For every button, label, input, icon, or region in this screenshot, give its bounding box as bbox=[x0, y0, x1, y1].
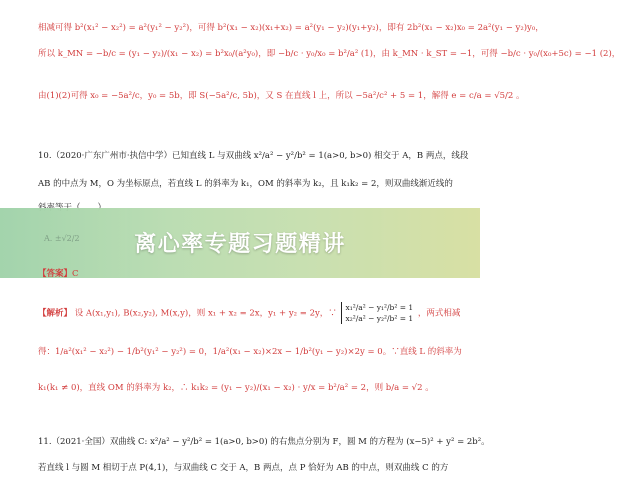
answer-value: C bbox=[72, 269, 79, 279]
analysis-text-1a: 设 A(x₁,y₁), B(x₂,y₂), M(x,y)，则 x₁ + x₂ = 2x，y₁ + y₂ = 2y，∵ bbox=[74, 308, 337, 319]
q10-line-2: AB 的中点为 M，O 为坐标原点，若直线 L 的斜率为 k₁，OM 的斜率为 k₂，且 k₁k₂ = 2，则双曲线渐近线的 bbox=[38, 179, 453, 189]
q10-option-a: A. ±√2/2 bbox=[44, 234, 80, 243]
top-line-2: 所以 k_MN = −b/c = (y₁ − y₂)/(x₁ − x₂) = b²x₀/(a²y₀)，即 −b/c · y₀/x₀ = b²/a² (1)，由 k_MN · k_ST = −1，可得 −b/c · y₀/(x₀+5c) = −1 (2)， bbox=[38, 49, 620, 59]
q10-analysis-line-2: 得：1/a²(x₁² − x₂²) − 1/b²(y₁² − y₂²) = 0，1/a²(x₁ − x₂)×2x − 1/b²(y₁ − y₂)×2y = 0。∵直线 L 的斜率为 bbox=[38, 347, 462, 357]
system-eq-2: x₂²/a² − y₂²/b² = 1 bbox=[345, 314, 414, 323]
equation-system bbox=[341, 302, 413, 324]
q10-line-1: 10.（2020·广东广州市·执信中学）已知直线 L 与双曲线 x²/a² − y²/b² = 1(a>0, b>0) 相交于 A，B 两点，线段 bbox=[38, 151, 469, 161]
top-line-1: 相减可得 b²(x₁² − x₂²) = a²(y₁² − y₂²)，可得 b²(x₁ − x₂)(x₁+x₂) = a²(y₁ − y₂)(y₁+y₂)，即有 2b²(x₁ − x₂)x₀ = 2a²(y₁ − y₂)y₀， bbox=[38, 23, 544, 33]
q10-analysis-line-3: k₁(k₁ ≠ 0)，直线 OM 的斜率为 k₂，∴ k₁k₂ = (y₁ − y₂)/(x₁ − x₂) · y/x = b²/a² = 2，则 b/a = √2 。 bbox=[38, 383, 434, 393]
analysis-tag: 【解析】 bbox=[38, 308, 73, 319]
analysis-text-1b: ，两式相减 bbox=[417, 308, 461, 319]
q10-analysis-line-1 bbox=[38, 302, 460, 324]
banner-title: 离心率专题习题精讲 bbox=[134, 232, 346, 257]
top-line-3: 由(1)(2)可得 x₀ = −5a²/c，y₀ = 5b，即 S(−5a²/c, 5b)，又 S 在直线 l 上，所以 −5a²/c² + 5 = 1，解得 e = c/a = √5/2 。 bbox=[38, 91, 525, 101]
q11-line-2: 若直线 l 与圆 M 相切于点 P(4,1)，与双曲线 C 交于 A，B 两点，点 P 恰好为 AB 的中点，则双曲线 C 的方 bbox=[38, 463, 449, 473]
system-eq-1: x₁²/a² − y₁²/b² = 1 bbox=[345, 303, 414, 312]
answer-tag: 【答案】 bbox=[38, 269, 73, 279]
q11-line-1: 11.（2021·全国）双曲线 C: x²/a² − y²/b² = 1(a>0, b>0) 的右焦点分别为 F，圆 M 的方程为 (x−5)² + y² = 2b²。 bbox=[38, 437, 490, 447]
q10-answer bbox=[38, 268, 460, 280]
